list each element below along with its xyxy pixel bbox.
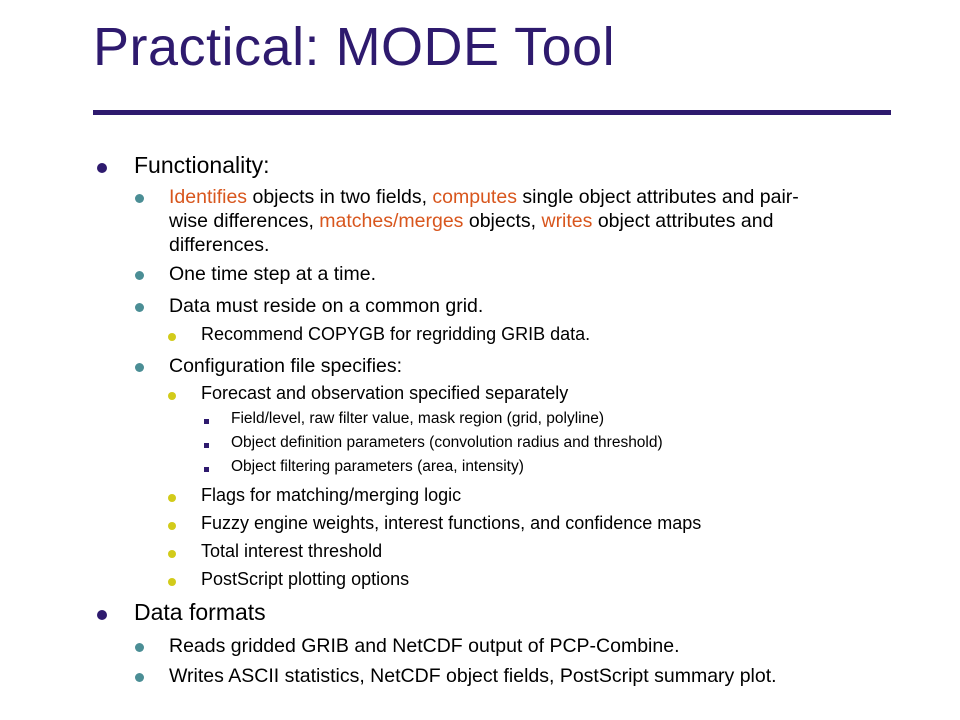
bullet-l1 [97,163,107,173]
bullet-l1 [97,610,107,620]
functionality-item3-sub: Recommend COPYGB for regridding GRIB data. [201,324,591,344]
data-formats-item2: Writes ASCII statistics, NetCDF object fields, PostScript summary plot. [169,665,777,687]
text: objects in two fields, [247,186,433,208]
bullet-l4 [204,467,209,472]
functionality-item4: Configuration file specifies: [169,355,403,377]
bullet-l3 [168,522,176,530]
functionality-item1-line1 [169,186,799,209]
functionality-item4-sub4: Total interest threshold [201,541,383,561]
keyword-writes: writes [541,210,593,232]
bullet-l2 [135,363,144,372]
detail-item: Field/level, raw filter value, mask region (grid, polyline) [231,410,605,427]
functionality-item3: Data must reside on a common grid. [169,295,484,317]
functionality-item2: One time step at a time. [169,263,377,285]
bullet-l3 [168,333,176,341]
detail-item: Object filtering parameters (area, intensity) [231,458,524,475]
text: objects, [463,210,542,232]
text: wise differences, [169,210,320,232]
keyword-computes: computes [432,186,517,208]
title-underline [93,110,891,115]
functionality-item1-line3: differences. [169,234,270,256]
slide-title: Practical: MODE Tool [93,17,616,77]
bullet-l3 [168,550,176,558]
functionality-heading: Functionality: [134,152,270,178]
detail-item: Object definition parameters (convolution radius and threshold) [231,434,663,451]
bullet-l3 [168,392,176,400]
functionality-item1-line2 [169,210,773,233]
functionality-item4-sub2: Flags for matching/merging logic [201,485,462,505]
bullet-l2 [135,673,144,682]
text: single object attributes and pair- [516,186,799,208]
keyword-identifies: Identifies [169,186,248,208]
bullet-l3 [168,494,176,502]
data-formats-heading: Data formats [134,599,266,625]
bullet-l2 [135,271,144,280]
bullet-l2 [135,194,144,203]
text: object attributes and [592,210,774,232]
bullet-l4 [204,443,209,448]
functionality-item4-sub5: PostScript plotting options [201,569,410,589]
functionality-item4-sub1: Forecast and observation specified separately [201,383,569,403]
bullet-l4 [204,419,209,424]
keyword-matches-merges: matches/merges [319,210,464,232]
functionality-item4-sub3: Fuzzy engine weights, interest functions, and confidence maps [201,513,702,533]
data-formats-item1: Reads gridded GRIB and NetCDF output of PCP-Combine. [169,635,680,657]
bullet-l2 [135,643,144,652]
bullet-l2 [135,303,144,312]
bullet-l3 [168,578,176,586]
